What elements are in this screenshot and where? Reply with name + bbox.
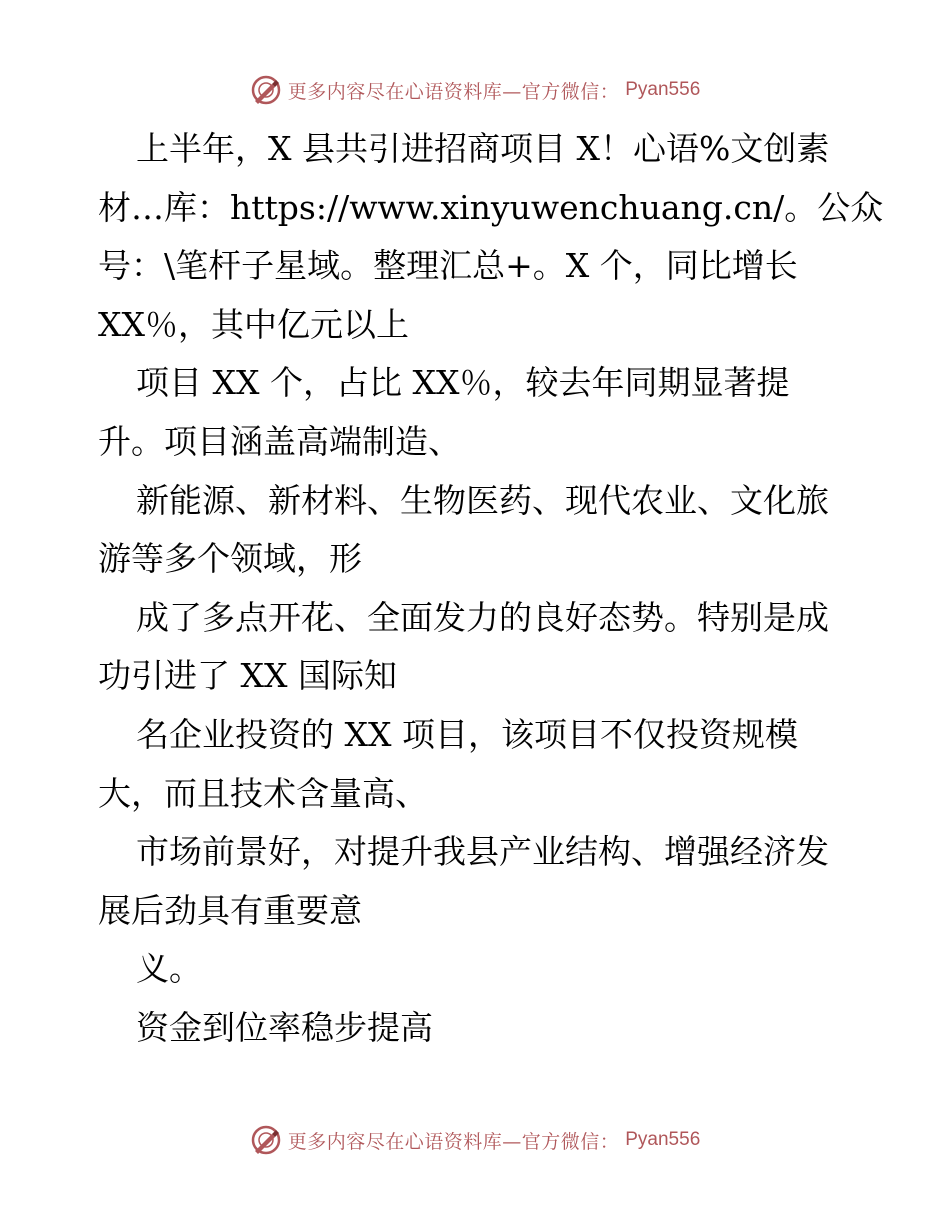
pen-logo-icon: [250, 74, 282, 106]
pen-logo-icon: [250, 1124, 282, 1156]
body-line: 义。: [136, 949, 202, 989]
body-line: 上半年，X 县共引进招商项目 X！心语%文创素: [136, 129, 830, 168]
document-body: [98, 120, 884, 1058]
body-line: 项目 XX 个，占比 XX％，较去年同期显著提: [136, 363, 790, 403]
body-line: 名企业投资的 XX 项目，该项目不仅投资规模: [136, 714, 798, 754]
body-line: 成了多点开花、全面发力的良好态势。特别是成: [136, 597, 829, 637]
body-line: 号：\笔杆子星域。整理汇总+。X 个，同比增长: [98, 246, 798, 286]
body-line: 功引进了 XX 国际知: [98, 656, 397, 696]
body-line: 新能源、新材料、生物医药、现代农业、文化旅: [136, 480, 829, 520]
body-line: 游等多个领域，形: [98, 539, 362, 579]
body-line: 市场前景好，对提升我县产业结构、增强经济发: [136, 832, 829, 872]
header-banner-text: 更多内容尽在心语资料库—官方微信：: [287, 80, 620, 103]
header-banner-handle: Pyan556: [625, 79, 701, 100]
body-line: 展后劲具有重要意: [98, 890, 362, 930]
footer-banner-handle: Pyan556: [625, 1129, 701, 1150]
section-heading: 资金到位率稳步提高: [136, 1007, 433, 1047]
footer-banner-text: 更多内容尽在心语资料库—官方微信：: [287, 1130, 620, 1153]
body-line: XX％，其中亿元以上: [98, 304, 409, 344]
header-banner: [0, 70, 950, 110]
body-line: 升。项目涵盖高端制造、: [98, 421, 461, 461]
body-line: 材…库：https://www.xinyuwenchuang.cn/。公众: [98, 187, 884, 227]
footer-banner: [0, 1120, 950, 1160]
body-line: 大，而且技术含量高、: [98, 773, 428, 813]
